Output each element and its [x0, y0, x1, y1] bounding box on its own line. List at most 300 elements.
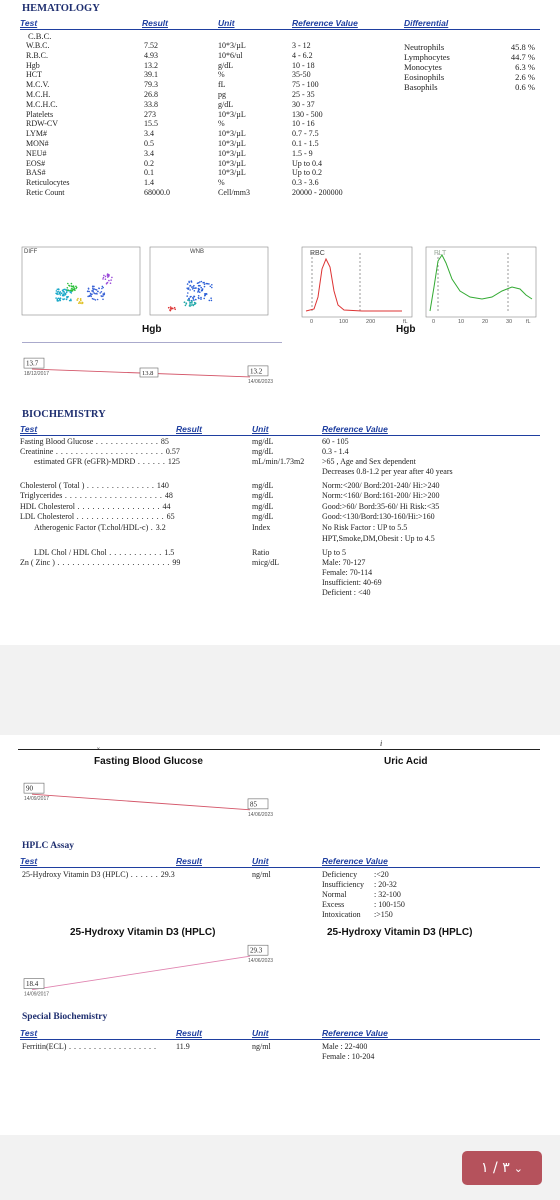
scatter-point	[205, 293, 207, 295]
special-header-result: Result	[176, 1028, 202, 1038]
scatter-point	[90, 293, 92, 295]
hematology-row-reference: Up to 0.4	[292, 158, 322, 168]
chevron-down-icon: ⌄	[513, 1161, 523, 1175]
bio-row-test	[34, 458, 180, 466]
hematology-title: HEMATOLOGY	[22, 3, 100, 14]
differential-value: 6.3 %	[515, 62, 535, 72]
scatter-point	[198, 298, 200, 300]
scatter-point	[200, 287, 202, 289]
scatter-point	[211, 287, 213, 289]
hematology-row-result: 3.4	[144, 129, 154, 139]
bio-row-unit: mg/dL	[252, 437, 274, 446]
scatter-point	[69, 300, 71, 302]
ferritin-unit: ng/ml	[252, 1042, 271, 1051]
differential-name: Monocytes	[404, 62, 442, 72]
scatter-point	[186, 295, 188, 297]
hplc-header-result: Result	[176, 856, 202, 866]
scatter-point	[189, 300, 191, 302]
scatter-point	[68, 285, 70, 287]
bio-row-reference: 60 - 105	[322, 437, 349, 446]
hematology-row-test: Retic Count	[26, 188, 65, 197]
hematology-row-reference: 75 - 100	[292, 80, 319, 90]
scatter-point	[193, 299, 195, 301]
trend-point-value: 90	[26, 784, 33, 793]
scatter-point	[96, 293, 98, 295]
scatter-point	[67, 297, 69, 299]
special-header-reference: Reference Value	[322, 1028, 388, 1038]
scatter-point	[81, 302, 83, 304]
hplc-title: HPLC Assay	[22, 841, 74, 851]
hematology-row-result: 273	[144, 109, 156, 119]
hematology-row-test: RDW-CV	[26, 119, 58, 129]
scatter-point	[108, 280, 110, 282]
differential-value: 44.7 %	[510, 52, 535, 62]
bio-result: 85	[160, 437, 169, 446]
hplc-result: 29.3	[160, 870, 175, 879]
hplc-ref-key: Excess	[322, 900, 345, 909]
scatter-point	[93, 298, 95, 300]
hematology-row-test: HCT	[26, 70, 42, 80]
bio-row-test	[20, 482, 169, 490]
bio-row-reference: HPT,Smoke,DM,Obesit : Up to 4.5	[322, 534, 435, 543]
fbg-chart-title: Fasting Blood Glucose	[94, 756, 203, 767]
plt-tick: 0	[432, 319, 436, 325]
hematology-row-test: EOS#	[26, 158, 46, 168]
scatter-point	[188, 282, 190, 284]
hematology-row-reference: 0.3 - 3.6	[292, 178, 319, 188]
hematology-row-result: 0.2	[144, 158, 154, 168]
scatter-point	[93, 286, 95, 288]
hematology-row-test: M.C.H.	[26, 90, 51, 99]
scatter-point	[71, 286, 73, 288]
scatter-point	[71, 288, 73, 290]
bio-dots: . . . . . . . . . . . . . . . . . .	[74, 512, 167, 521]
hematology-row-unit: g/dL	[218, 60, 234, 70]
scatter-point	[191, 300, 193, 302]
trend-point-date: 14/06/2023	[248, 378, 274, 385]
bio-row-unit: mL/min/1.73m2	[252, 457, 305, 466]
scatter-point	[111, 277, 113, 279]
bio-dots: . . . . . . . . . . . . .	[93, 437, 161, 446]
hematology-row-result: 39.1	[144, 70, 158, 80]
hplc-row	[22, 871, 175, 879]
scatter-point	[70, 299, 72, 301]
scatter-point	[189, 305, 191, 307]
special-header-rule	[20, 1039, 540, 1040]
hplc-dots: . . . . . .	[128, 870, 161, 879]
scatter-point	[202, 282, 204, 284]
scatter-point	[198, 295, 200, 297]
scatter-point	[101, 296, 103, 298]
scatter-point	[58, 288, 60, 290]
scatter-point	[198, 285, 200, 287]
scatter-point	[204, 286, 206, 288]
scatter-point	[108, 274, 110, 276]
prev-chart-marker-right: i	[380, 739, 383, 748]
hplc-header-rule	[20, 867, 540, 868]
bio-result: 48	[164, 491, 173, 500]
plt-label: PLT	[434, 250, 447, 257]
cbc-subgroup: C.B.C.	[28, 31, 52, 41]
hematology-row-reference: 25 - 35	[292, 90, 315, 99]
hematology-row-test: Platelets	[26, 109, 54, 119]
hplc-header-unit: Unit	[252, 856, 269, 866]
scatter-point	[187, 283, 189, 285]
scatter-point	[190, 296, 192, 298]
bio-row-test	[34, 524, 166, 532]
scatter-point	[70, 291, 72, 293]
differential-name: Lymphocytes	[404, 52, 450, 62]
bio-row-test	[20, 438, 169, 446]
scatter-point	[210, 297, 212, 299]
trend-point-date: 14/09/2017	[24, 991, 50, 998]
bio-row-test	[34, 549, 174, 557]
scatter-point	[191, 286, 193, 288]
hplc-ref-value: :<20	[374, 870, 389, 879]
scatter-point	[199, 281, 201, 283]
scatter-point	[60, 294, 62, 296]
scatter-point	[168, 307, 170, 309]
bio-dots: . . . . . . . . . . . . . . . . . . . .	[62, 491, 165, 500]
scatter-point	[184, 302, 186, 304]
bio-row-reference: Good:>60/ Bord:35-60/ Hi Risk:<35	[322, 502, 440, 511]
scatter-point	[56, 293, 58, 295]
scatter-point	[90, 296, 92, 298]
scatter-point	[97, 299, 99, 301]
bio-row-reference: No Risk Factor : UP to 5.5	[322, 523, 408, 532]
hematology-row-unit: g/dL	[218, 99, 234, 109]
hplc-ref-key: Deficiency	[322, 870, 358, 879]
bio-dots: . . . . . . . . . . .	[106, 548, 165, 557]
report-page-2	[0, 735, 560, 1135]
scatter-point	[56, 290, 58, 292]
special-title: Special Biochemistry	[22, 1012, 108, 1022]
hematology-row-result: 68000.0	[144, 188, 170, 197]
scatter-point	[102, 286, 104, 288]
scatter-point	[76, 287, 78, 289]
differential-name: Basophils	[404, 82, 438, 92]
wnb-label: WNB	[190, 249, 204, 255]
hematology-row-unit: %	[218, 119, 225, 129]
scatter-point	[186, 287, 188, 289]
scatter-point	[190, 285, 192, 287]
scatter-point	[194, 290, 196, 292]
hematology-row-result: 13.2	[144, 60, 158, 70]
scatter-point	[193, 287, 195, 289]
scatter-point	[174, 309, 176, 311]
hplc-ref-value: : 32-100	[374, 890, 401, 899]
bio-result: 44	[162, 502, 171, 511]
hematology-row-unit: 10*3/µL	[218, 41, 246, 50]
hematology-row-unit: Cell/mm3	[218, 188, 250, 197]
scatter-point	[67, 287, 69, 289]
scatter-point	[104, 294, 106, 296]
bio-row-reference: Male: 70-127	[322, 558, 366, 567]
zinc-reference-line: Deficient : <40	[322, 588, 371, 597]
hematology-row-reference: 4 - 6.2	[292, 50, 313, 60]
bio-header-result: Result	[176, 424, 202, 434]
bio-result: 99	[172, 558, 181, 567]
scatter-point	[188, 298, 190, 300]
scatter-point	[89, 295, 91, 297]
scatter-point	[57, 291, 59, 293]
scatter-point	[67, 283, 69, 285]
scatter-point	[211, 300, 213, 302]
scatter-point	[88, 291, 90, 293]
bio-row-reference: Norm:<200/ Bord:201-240/ Hi:>240	[322, 481, 440, 490]
prev-chart-bottom-right	[278, 749, 540, 750]
bio-dots: . . . . . . . . . . . . . .	[84, 481, 157, 490]
bio-header-rule	[20, 435, 540, 436]
scatter-point	[71, 283, 73, 285]
rbc-tick: fL	[403, 319, 408, 325]
fbg-trend-chart	[24, 783, 282, 843]
scatter-point	[198, 288, 200, 290]
scatter-point	[80, 298, 82, 300]
hematology-row-result: 79.3	[144, 80, 158, 90]
bio-row-unit: mg/dL	[252, 502, 274, 511]
scatter-point	[207, 283, 209, 285]
scatter-point	[185, 303, 187, 305]
scatter-point	[195, 299, 197, 301]
bio-row-test	[20, 559, 180, 567]
trend-point-value: 85	[250, 800, 257, 809]
bio-header-unit: Unit	[252, 424, 269, 434]
hematology-row-unit: 10*6/ul	[218, 50, 243, 60]
hematology-row-reference: 30 - 37	[292, 99, 315, 109]
hematology-row-reference: 3 - 12	[292, 41, 311, 50]
bio-result: 0.57	[165, 447, 180, 456]
hplc-ref-key: Intoxication	[322, 910, 361, 919]
differential-name: Eosinophils	[404, 72, 445, 82]
trend-point-value: 18.4	[26, 980, 39, 989]
scatter-point	[77, 298, 79, 300]
bio-row-unit: mg/dL	[252, 481, 274, 490]
scatter-point	[65, 289, 67, 291]
bio-test-name: Fasting Blood Glucose	[20, 437, 94, 446]
hematology-row-test: NEU#	[26, 148, 47, 158]
scatter-point	[200, 298, 202, 300]
scatter-point	[57, 300, 59, 302]
page-indicator-label: ٣ / ١	[481, 1160, 510, 1176]
scatter-point	[74, 289, 76, 291]
scatter-point	[91, 293, 93, 295]
rbc-tick: 200	[366, 319, 376, 325]
scatter-point	[92, 298, 94, 300]
scatter-point	[80, 302, 82, 304]
bio-test-name: estimated GFR (eGFR)-MDRD	[34, 457, 136, 466]
scatter-point	[59, 298, 61, 300]
scatter-point	[72, 290, 74, 292]
bio-result: 140	[156, 481, 169, 490]
hplc-ref-key: Insufficiency	[322, 880, 365, 889]
scatter-point	[63, 291, 65, 293]
hematology-row-unit: 10*3/µL	[218, 139, 246, 148]
diff-scattergram	[22, 247, 140, 315]
scatter-point	[78, 302, 80, 304]
hematology-row-reference: 0.1 - 1.5	[292, 139, 319, 148]
bio-row-test	[20, 448, 180, 456]
scatter-point	[57, 298, 59, 300]
hematology-row-result: 26.8	[144, 90, 158, 99]
hematology-row-unit: 10*3/µL	[218, 158, 246, 168]
scatter-point	[195, 302, 197, 304]
trend-point-date: 14/06/2023	[248, 958, 274, 965]
differential-value: 2.6 %	[515, 72, 535, 82]
scatter-point	[185, 305, 187, 307]
bio-dots: . . . . . . . . . . . . . . . . .	[75, 502, 163, 511]
hematology-header-differential: Differential	[404, 18, 449, 28]
rbc-tick: 0	[310, 319, 314, 325]
plt-tick: fL	[526, 319, 531, 325]
hematology-header-result: Result	[142, 18, 168, 28]
hematology-row-unit: 10*3/µL	[218, 129, 246, 139]
scatter-point	[105, 278, 107, 280]
bio-header-reference: Reference Value	[322, 424, 388, 434]
scatter-point	[189, 289, 191, 291]
scatter-point	[67, 289, 69, 291]
hematology-row-test: Reticulocytes	[26, 178, 70, 188]
vitd-chart-title-right: 25-Hydroxy Vitamin D3 (HPLC)	[327, 927, 473, 938]
scatter-point	[110, 282, 112, 284]
scatter-point	[191, 280, 193, 282]
bio-row-unit: Ratio	[252, 548, 270, 557]
prev-chart-marker: ˘	[97, 746, 100, 755]
scatter-point	[102, 278, 104, 280]
scatter-point	[170, 310, 172, 312]
bio-row-unit: Index	[252, 523, 271, 532]
scatter-point	[192, 288, 194, 290]
scatter-point	[95, 299, 97, 301]
hematology-row-test: LYM#	[26, 129, 47, 139]
scatter-point	[66, 292, 68, 294]
hplc-test: 25-Hydroxy Vitamin D3 (HPLC)	[22, 870, 129, 879]
hematology-row-unit: 10*3/µL	[218, 148, 246, 158]
special-header-test: Test	[20, 1028, 38, 1038]
scatter-point	[55, 297, 57, 299]
bio-row-reference: Decreases 0.8-1.2 per year after 40 years	[322, 467, 453, 476]
hematology-row-test: Hgb	[26, 60, 40, 70]
bio-test-name: Atherogenic Factor (T.chol/HDL-c)	[34, 523, 149, 532]
scatter-point	[97, 291, 99, 293]
zinc-reference-line: Female: 70-114	[322, 568, 373, 577]
scatter-point	[92, 290, 94, 292]
trend-line	[32, 794, 250, 810]
bio-row-unit: mg/dL	[252, 512, 274, 521]
scatter-point	[110, 279, 112, 281]
hematology-row-reference: 0.7 - 7.5	[292, 129, 319, 139]
scatter-point	[103, 275, 105, 277]
rbc-histogram	[302, 247, 412, 325]
bio-header-test: Test	[20, 424, 38, 434]
scatter-point	[60, 300, 62, 302]
scatter-point	[59, 292, 61, 294]
ferritin-result: 11.9	[176, 1042, 190, 1051]
differential-value: 0.6 %	[515, 82, 535, 92]
vitd-chart-title-left: 25-Hydroxy Vitamin D3 (HPLC)	[70, 927, 216, 938]
trend-point-date: 14/09/2017	[24, 796, 50, 803]
scatter-point	[106, 283, 108, 285]
scatter-point	[192, 297, 194, 299]
hematology-row-unit: %	[218, 70, 225, 80]
scatter-point	[200, 297, 202, 299]
bio-test-name: HDL Cholesterol	[20, 502, 76, 511]
hematology-row-result: 0.1	[144, 168, 154, 178]
bio-row-unit: mg/dL	[252, 491, 274, 500]
ferritin-row	[22, 1043, 156, 1051]
zinc-reference-line: Insufficient: 40-69	[322, 578, 382, 587]
hematology-header-unit: Unit	[218, 18, 235, 28]
bio-row-reference: Norm:<160/ Bord:161-200/ Hi:>200	[322, 491, 440, 500]
trend-point-value: 13.2	[250, 367, 263, 376]
scatter-point	[107, 273, 109, 275]
scatter-point	[209, 300, 211, 302]
scatter-point	[192, 304, 194, 306]
plt-histogram	[426, 247, 536, 325]
bio-test-name: LDL Cholesterol	[20, 512, 75, 521]
hematology-row-result: 3.4	[144, 148, 154, 158]
bio-row-test	[20, 492, 173, 500]
scatter-point	[188, 287, 190, 289]
uric-acid-chart-title: Uric Acid	[384, 756, 428, 767]
scatter-point	[170, 306, 172, 308]
hematology-row-test: M.C.H.C.	[26, 99, 58, 109]
hplc-ref-value: : 20-32	[374, 880, 397, 889]
scatter-point	[63, 289, 65, 291]
scatter-point	[63, 293, 65, 295]
bio-dots: . . . . . . . . . . . . . . . . . . . . . . .	[54, 558, 173, 567]
rbc-tick: 100	[339, 319, 349, 325]
scatter-point	[105, 276, 107, 278]
scatter-point	[101, 288, 103, 290]
scatter-point	[87, 291, 89, 293]
bio-row-reference: 0.3 - 1.4	[322, 447, 349, 456]
scatter-point	[99, 292, 101, 294]
wnb-scattergram	[150, 247, 268, 315]
biochemistry-title: BIOCHEMISTRY	[22, 409, 106, 420]
bio-row-test	[20, 513, 175, 521]
scatter-point	[103, 277, 105, 279]
bio-dots: . . . . . .	[135, 457, 168, 466]
scatter-point	[211, 284, 213, 286]
bio-test-name: Zn ( Zinc )	[20, 558, 55, 567]
hplc-header-reference: Reference Value	[322, 856, 388, 866]
hplc-unit: ng/ml	[252, 870, 271, 879]
trend-line	[32, 956, 250, 989]
hematology-row-test: MON#	[26, 139, 49, 148]
hematology-row-result: 7.52	[144, 41, 158, 50]
hematology-row-reference: Up to 0.2	[292, 168, 322, 178]
diff-label: DIFF	[24, 249, 38, 255]
scatter-point	[73, 285, 75, 287]
scatter-point	[204, 283, 206, 285]
bio-result: 3.2	[155, 523, 166, 532]
hgb-trend-title-left: Hgb	[142, 324, 162, 335]
bio-dots: .	[148, 523, 156, 532]
hematology-row-unit: pg	[218, 90, 226, 99]
bio-test-name: Creatinine	[20, 447, 54, 456]
hematology-row-test: BAS#	[26, 168, 46, 178]
scatter-point	[92, 287, 94, 289]
scatter-point	[65, 294, 67, 296]
bio-result: 65	[166, 512, 175, 521]
scatter-point	[98, 288, 100, 290]
scatter-point	[170, 308, 172, 310]
bio-result: 1.5	[164, 548, 175, 557]
page-indicator-button[interactable]	[462, 1151, 542, 1185]
scatter-point	[203, 298, 205, 300]
scatter-point	[195, 287, 197, 289]
